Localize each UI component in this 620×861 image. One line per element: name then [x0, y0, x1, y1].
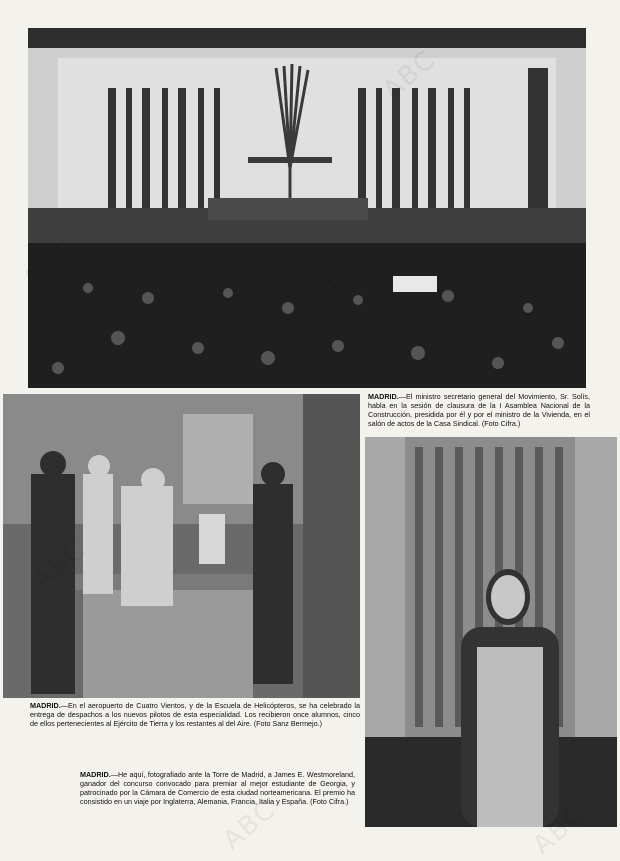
watermark: ABC	[217, 794, 283, 856]
assembly-caption	[368, 392, 590, 428]
airport-photo	[3, 394, 360, 698]
tower-portrait-icon	[365, 437, 617, 827]
tower-caption	[80, 770, 355, 806]
assembly-caption-city: MADRID.	[368, 392, 399, 401]
tower-caption-text: —He aquí, fotografiado ante la Torre de Madrid, a James E. Westmoreland, ganador del concurso convocado para premiar al mejor estudiante de Georgia, y patrocinado por la Cámara de Comercio de esta ciudad norteamericana. El premio ha consistido en un viaje por Inglaterra, Alemania, Francia, Italia y España. (Foto Cifra.)	[80, 770, 355, 806]
airport-caption-city: MADRID.	[30, 701, 61, 710]
assembly-hall-icon	[28, 28, 586, 388]
airport-caption	[30, 701, 360, 728]
assembly-caption-text: —El ministro secretario general del Movimiento, Sr. Solís, habla en la sesión de clausura de la I Asamblea Nacional de la Construcción, presidida por él y por el ministro de la Vivienda, en el salón de actos de la Casa Sindical. (Foto Cifra.)	[368, 392, 590, 428]
watermark: ABC	[527, 799, 593, 861]
assembly-photo	[28, 28, 586, 388]
tower-photo	[365, 437, 617, 827]
ceremony-icon	[3, 394, 360, 698]
tower-caption-city: MADRID.	[80, 770, 111, 779]
airport-caption-text: —En el aeropuerto de Cuatro Vientos, y de la Escuela de Helicópteros, se ha celebrado la entrega de despachos a los nuevos pilotos de esta especialidad. Los recibieron once alumnos, cinco de ellos pertenecientes al Ejército de Tierra y los restantes al del Aire. (Foto Sanz Bermejo.)	[30, 701, 360, 728]
